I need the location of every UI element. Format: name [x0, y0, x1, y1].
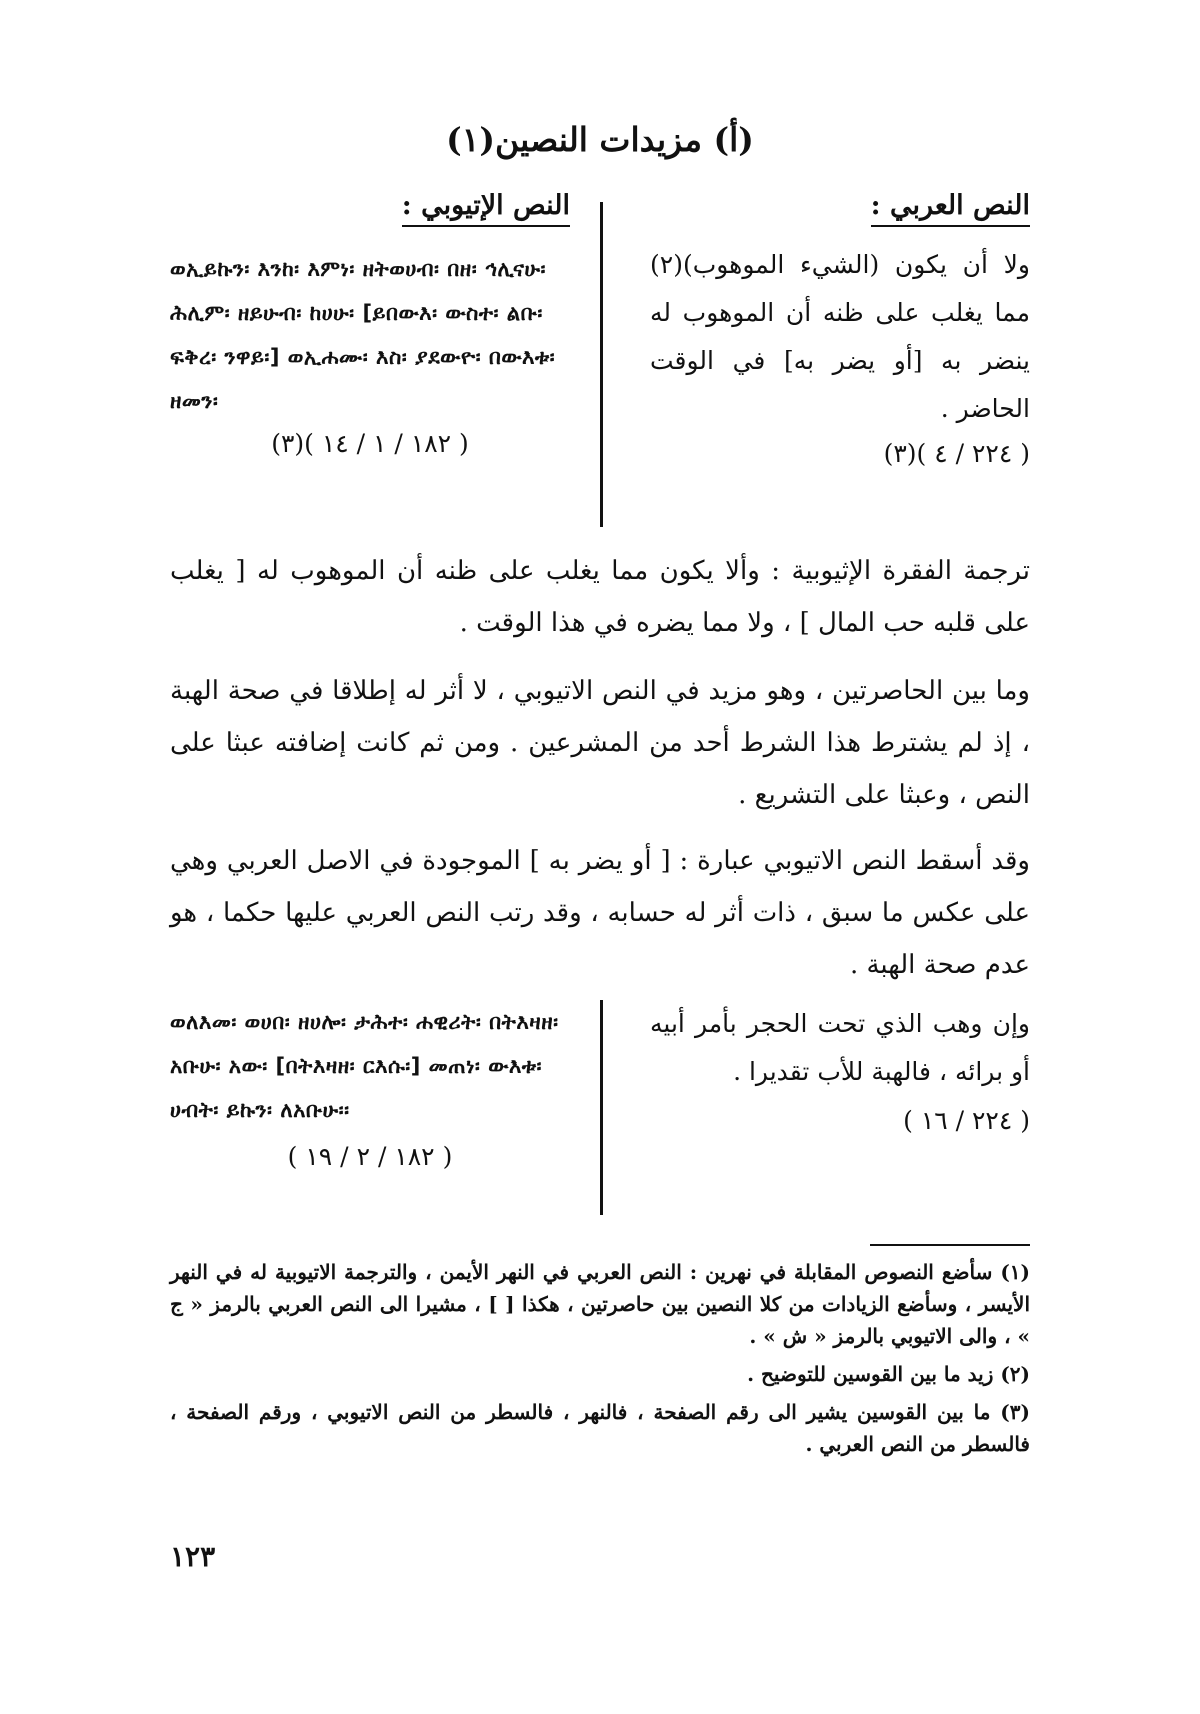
column-divider [600, 1000, 603, 1215]
ethiopic-column-reference: ( ١٨٢ / ١ / ١٤ )(٣) [271, 429, 469, 458]
arabic-column-heading: النص العربي : [871, 190, 1030, 227]
arabic-column [650, 190, 1030, 468]
paragraph-commentary-1: وما بين الحاصرتين ، وهو مزيد في النص الاتيوبي ، لا أثر له إطلاقا في صحة الهبة ، إذ لم يشترط هذا الشرط أحد من المشرعين . ومن ثم كانت إضافته عبثا على النص ، وعبثا على التشريع . [170, 676, 1030, 810]
ethiopic-column-2-text: ወለእመ፡ ወሀበ፡ ዘሀሎ፡ ታሕተ፡ ሐዊሪት፡ በትእዛዘ፡ አቡሁ፡ አው፡ [በትእዛዘ፡ ርእሱ፡] መጠነ፡ ውእቱ፡ ሀብት፡ ይኩን፡ ለአቡሁ፡፡ [170, 1010, 559, 1122]
arabic-column-2 [650, 1000, 1030, 1135]
arabic-column-reference: ( ٢٢٤ / ٤ )(٣) [883, 439, 1030, 468]
arabic-column-2-text: وإن وهب الذي تحت الحجر بأمر أبيه أو برائه ، فالهبة للأب تقديرا . [650, 1009, 1030, 1086]
footnote-1: (١) سأضع النصوص المقابلة في نهرين : النص العربي في النهر الأيمن ، والترجمة الاتيوبية له في النهر الأيسر ، وسأضع الزيادات من كلا النصين بين حاصرتين ، هكذا [ ] ، مشيرا الى النص العربي بالرمز « ج » ، والى الاتيوبي بالرمز « ش » . [170, 1260, 1031, 1348]
paragraph-translation: ترجمة الفقرة الإثيوبية : وألا يكون مما يغلب على ظنه أن الموهوب له [ يغلب على قلبه حب المال ] ، ولا مما يضره في هذا الوقت . [170, 556, 1030, 638]
ethiopic-column-2-reference: ( ١٨٢ / ٢ / ١٩ ) [287, 1142, 453, 1171]
footnote-3: (٣) ما بين القوسين يشير الى رقم الصفحة ، فالنهر ، فالسطر من النص الاتيوبي ، ورقم الصفحة ، فالسطر من النص العربي . [170, 1400, 1030, 1456]
ethiopic-column-text: ወኢይኩን፡ እንከ፡ እምነ፡ ዘትወሀብ፡ በዘ፡ ኅሊናሁ፡ ሕሊም፡ ዘይሁብ፡ ከሀሁ፡ [ይበውእ፡ ውስተ፡ ልቡ፡ ፍቅረ፡ ንዋይ፡] ወኢሐሙ፡ እስ፡ ያደውዮ፡ በውእቱ፡ ዘመን፡ [170, 257, 556, 413]
parallel-texts-2 [170, 1000, 1030, 1220]
ethiopic-column-heading: النص الإتيوبي : [402, 190, 570, 227]
arabic-column-2-reference: ( ٢٢٤ / ١٦ ) [903, 1106, 1030, 1135]
page-heading: (أ) مزيدات النصين(١) [446, 120, 754, 159]
footnote-2: (٢) زيد ما بين القوسين للتوضيح . [747, 1362, 1030, 1386]
parallel-texts-1 [170, 190, 1030, 530]
ethiopic-column [170, 190, 570, 458]
footnote-rule [870, 1244, 1030, 1246]
page-number: ١٢٣ [170, 1540, 216, 1573]
paragraph-commentary-2: وقد أسقط النص الاتيوبي عبارة : [ أو يضر به ] الموجودة في الاصل العربي وهي على عكس ما سبق ، ذات أثر له حسابه ، وقد رتب النص العربي عليها حكما ، هو عدم صحة الهبة . [170, 846, 1030, 980]
ethiopic-column-2 [170, 1000, 570, 1171]
footnotes [170, 1256, 1030, 1466]
arabic-column-text: ولا أن يكون (الشيء الموهوب)(٢) مما يغلب على ظنه أن الموهوب له ينضر به [أو يضر به] في الوقت الحاضر . [650, 250, 1030, 423]
column-divider [600, 202, 603, 527]
